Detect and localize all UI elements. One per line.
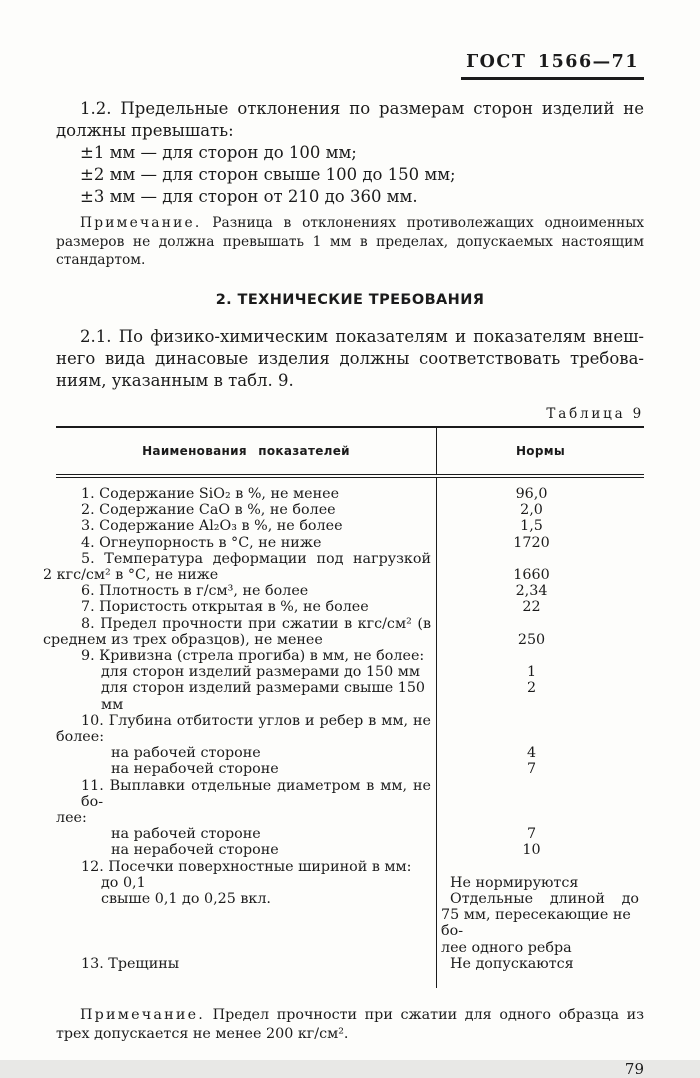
clause-1-2-line: должны превышать:: [56, 121, 234, 140]
table-row: [56, 810, 644, 826]
clause-2-1-line: него вида динасовые изделия должны соответствовать требова-: [56, 348, 644, 368]
norm-cell: 7: [436, 826, 644, 842]
indicator-cell: для сторон изделий размерами свыше 150 мм: [101, 680, 426, 713]
norm-cell: [436, 616, 644, 632]
table-body: [43, 477, 644, 988]
norm-cell: 4: [436, 745, 644, 761]
table-row: [56, 599, 644, 615]
indicator-cell: [56, 907, 436, 939]
note-2-line: трех допускается не менее 200 кг/см².: [56, 1026, 349, 1043]
norm-cell: [436, 972, 644, 988]
norm-cell: [436, 859, 644, 875]
indicator-cell: 12. Посечки поверхностные шириной в мм:: [81, 858, 412, 875]
note-1-line: стандартом.: [56, 252, 146, 268]
norm-cell: 250: [436, 632, 644, 648]
doc-number: ГОСТ 1566—71: [461, 52, 644, 80]
norm-cell: [436, 778, 644, 810]
clause-1-2-line: 1.2. Предельные отклонения по размерам сторон изделий не: [80, 99, 644, 118]
indicator-cell: 8. Предел прочности при сжатии в кгс/см² (в: [81, 615, 431, 632]
note-2: [56, 1006, 644, 1044]
indicator-cell: на нерабочей стороне: [111, 842, 279, 859]
indicator-cell: 2. Содержание CaO в %, не более: [81, 502, 336, 519]
table-row: [56, 891, 644, 907]
table-row: [56, 956, 644, 972]
table-row: [56, 713, 644, 729]
table-row: [43, 631, 644, 648]
section-2-heading: 2. ТЕХНИЧЕСКИЕ ТРЕБОВАНИЯ: [215, 291, 485, 308]
norm-cell: Отдельные длиной до: [436, 891, 644, 907]
norm-cell: 2: [436, 680, 644, 712]
clause-2-1-line: ниям, указанным в табл. 9.: [56, 370, 294, 390]
tolerance-item: ±3 мм — для сторон от 210 до 360 мм.: [80, 187, 418, 206]
indicator-cell: [56, 972, 436, 988]
table-row: [56, 664, 644, 680]
norm-cell: 1,5: [436, 518, 644, 534]
table-row: [56, 907, 644, 939]
indicator-cell: 13. Трещины: [81, 955, 180, 972]
norm-cell: 7: [436, 761, 644, 777]
table-row: [56, 940, 644, 956]
norm-cell: 2,34: [436, 583, 644, 599]
indicator-cell: для сторон изделий размерами до 150 мм: [101, 664, 421, 681]
indicator-cell: 2 кгс/см² в °С, не ниже: [43, 567, 219, 584]
table-row: [56, 502, 644, 518]
table-row: [56, 648, 644, 664]
norm-cell: 75 мм, пересекающие не бо-: [436, 907, 644, 939]
note-2-text: Предел прочности при сжатии для одного образца из: [204, 1007, 644, 1024]
indicator-cell: на рабочей стороне: [111, 745, 261, 762]
doc-header: [56, 52, 644, 80]
norm-cell: лее одного ребра: [436, 940, 644, 956]
table-row: [56, 745, 644, 761]
note-2-label: Примечание.: [80, 1007, 205, 1024]
column-header-norms: Нормы: [436, 428, 644, 474]
indicator-cell: [56, 940, 436, 956]
indicator-cell: более:: [56, 729, 105, 746]
norm-cell: [436, 648, 644, 664]
table-row: [56, 616, 644, 632]
norm-cell: [436, 551, 644, 567]
indicator-cell: 9. Кривизна (стрела прогиба) в мм, не более:: [81, 648, 425, 665]
clause-1-2-paragraph: [56, 98, 644, 142]
table-row: [56, 518, 644, 534]
table-row: [56, 551, 644, 567]
table-row: [56, 761, 644, 777]
indicator-cell: 7. Пористость открытая в %, не более: [81, 599, 369, 616]
indicator-cell: 10. Глубина отбитости углов и ребер в мм, не: [81, 712, 431, 729]
note-1-text: Разница в отклонениях противолежащих одноименных: [201, 215, 644, 231]
table-row: [56, 778, 644, 810]
indicator-cell: 3. Содержание Al₂O₃ в %, не более: [81, 518, 343, 535]
indicator-cell: 1. Содержание SiO₂ в %, не менее: [81, 486, 340, 502]
note-2-line: [56, 1006, 644, 1025]
norm-cell: [436, 713, 644, 729]
table-row: [56, 535, 644, 551]
note-1-line: размеров не должна превышать 1 мм в пределах, допускаемых настоящим: [56, 233, 644, 250]
indicator-cell: среднем из трех образцов), не менее: [43, 631, 323, 648]
clause-2-1-line: 2.1. По физико-химическим показателям и показателям внеш-: [80, 326, 644, 346]
table-row: [56, 842, 644, 858]
norm-cell: 1660: [436, 567, 644, 583]
norm-cell: 1720: [436, 535, 644, 551]
column-header-indicators: Наименования показателей: [142, 443, 350, 458]
indicator-cell: на нерабочей стороне: [111, 761, 279, 778]
note-1-label: Примечание.: [80, 215, 202, 231]
page-number: 79: [624, 1060, 644, 1078]
norms-table: [43, 426, 644, 989]
tolerance-item: ±1 мм — для сторон до 100 мм;: [80, 143, 357, 162]
norm-cell: 96,0: [436, 478, 644, 502]
indicator-cell: на рабочей стороне: [111, 826, 261, 843]
table-caption: Таблица 9: [546, 405, 644, 422]
tolerance-list: [56, 142, 644, 208]
indicator-cell: лее:: [56, 810, 87, 827]
norm-cell: 1: [436, 664, 644, 680]
table-header-row: [56, 428, 644, 475]
table-row: [56, 680, 644, 712]
table-row: [56, 478, 644, 502]
norm-cell: Не допускаются: [436, 956, 644, 972]
indicator-cell: до 0,1: [101, 874, 146, 891]
indicator-cell: 11. Выплавки отдельные диаметром в мм, не бо-: [81, 777, 431, 810]
table-row: [56, 972, 644, 988]
norm-cell: Не нормируются: [436, 875, 644, 891]
clause-2-1-paragraph: [56, 326, 644, 392]
table-row: [56, 875, 644, 891]
indicator-cell: свыше 0,1 до 0,25 вкл.: [101, 891, 271, 908]
indicator-cell: 6. Плотность в г/см³, не более: [81, 583, 309, 600]
indicator-cell: 4. Огнеупорность в °С, не ниже: [81, 534, 322, 551]
norm-cell: 10: [436, 842, 644, 858]
norm-cell: [436, 729, 644, 745]
table-row: [56, 826, 644, 842]
table-row: [56, 583, 644, 599]
note-1-line: [56, 214, 644, 233]
norm-cell: 2,0: [436, 502, 644, 518]
note-1: [56, 214, 644, 270]
norm-cell: 22: [436, 599, 644, 615]
norm-cell: [436, 810, 644, 826]
tolerance-item: ±2 мм — для сторон свыше 100 до 150 мм;: [80, 165, 456, 184]
table-row: [43, 567, 644, 584]
table-row: [56, 729, 644, 745]
indicator-cell: 5. Температура деформации под нагрузкой: [81, 550, 431, 567]
table-row: [56, 859, 644, 875]
